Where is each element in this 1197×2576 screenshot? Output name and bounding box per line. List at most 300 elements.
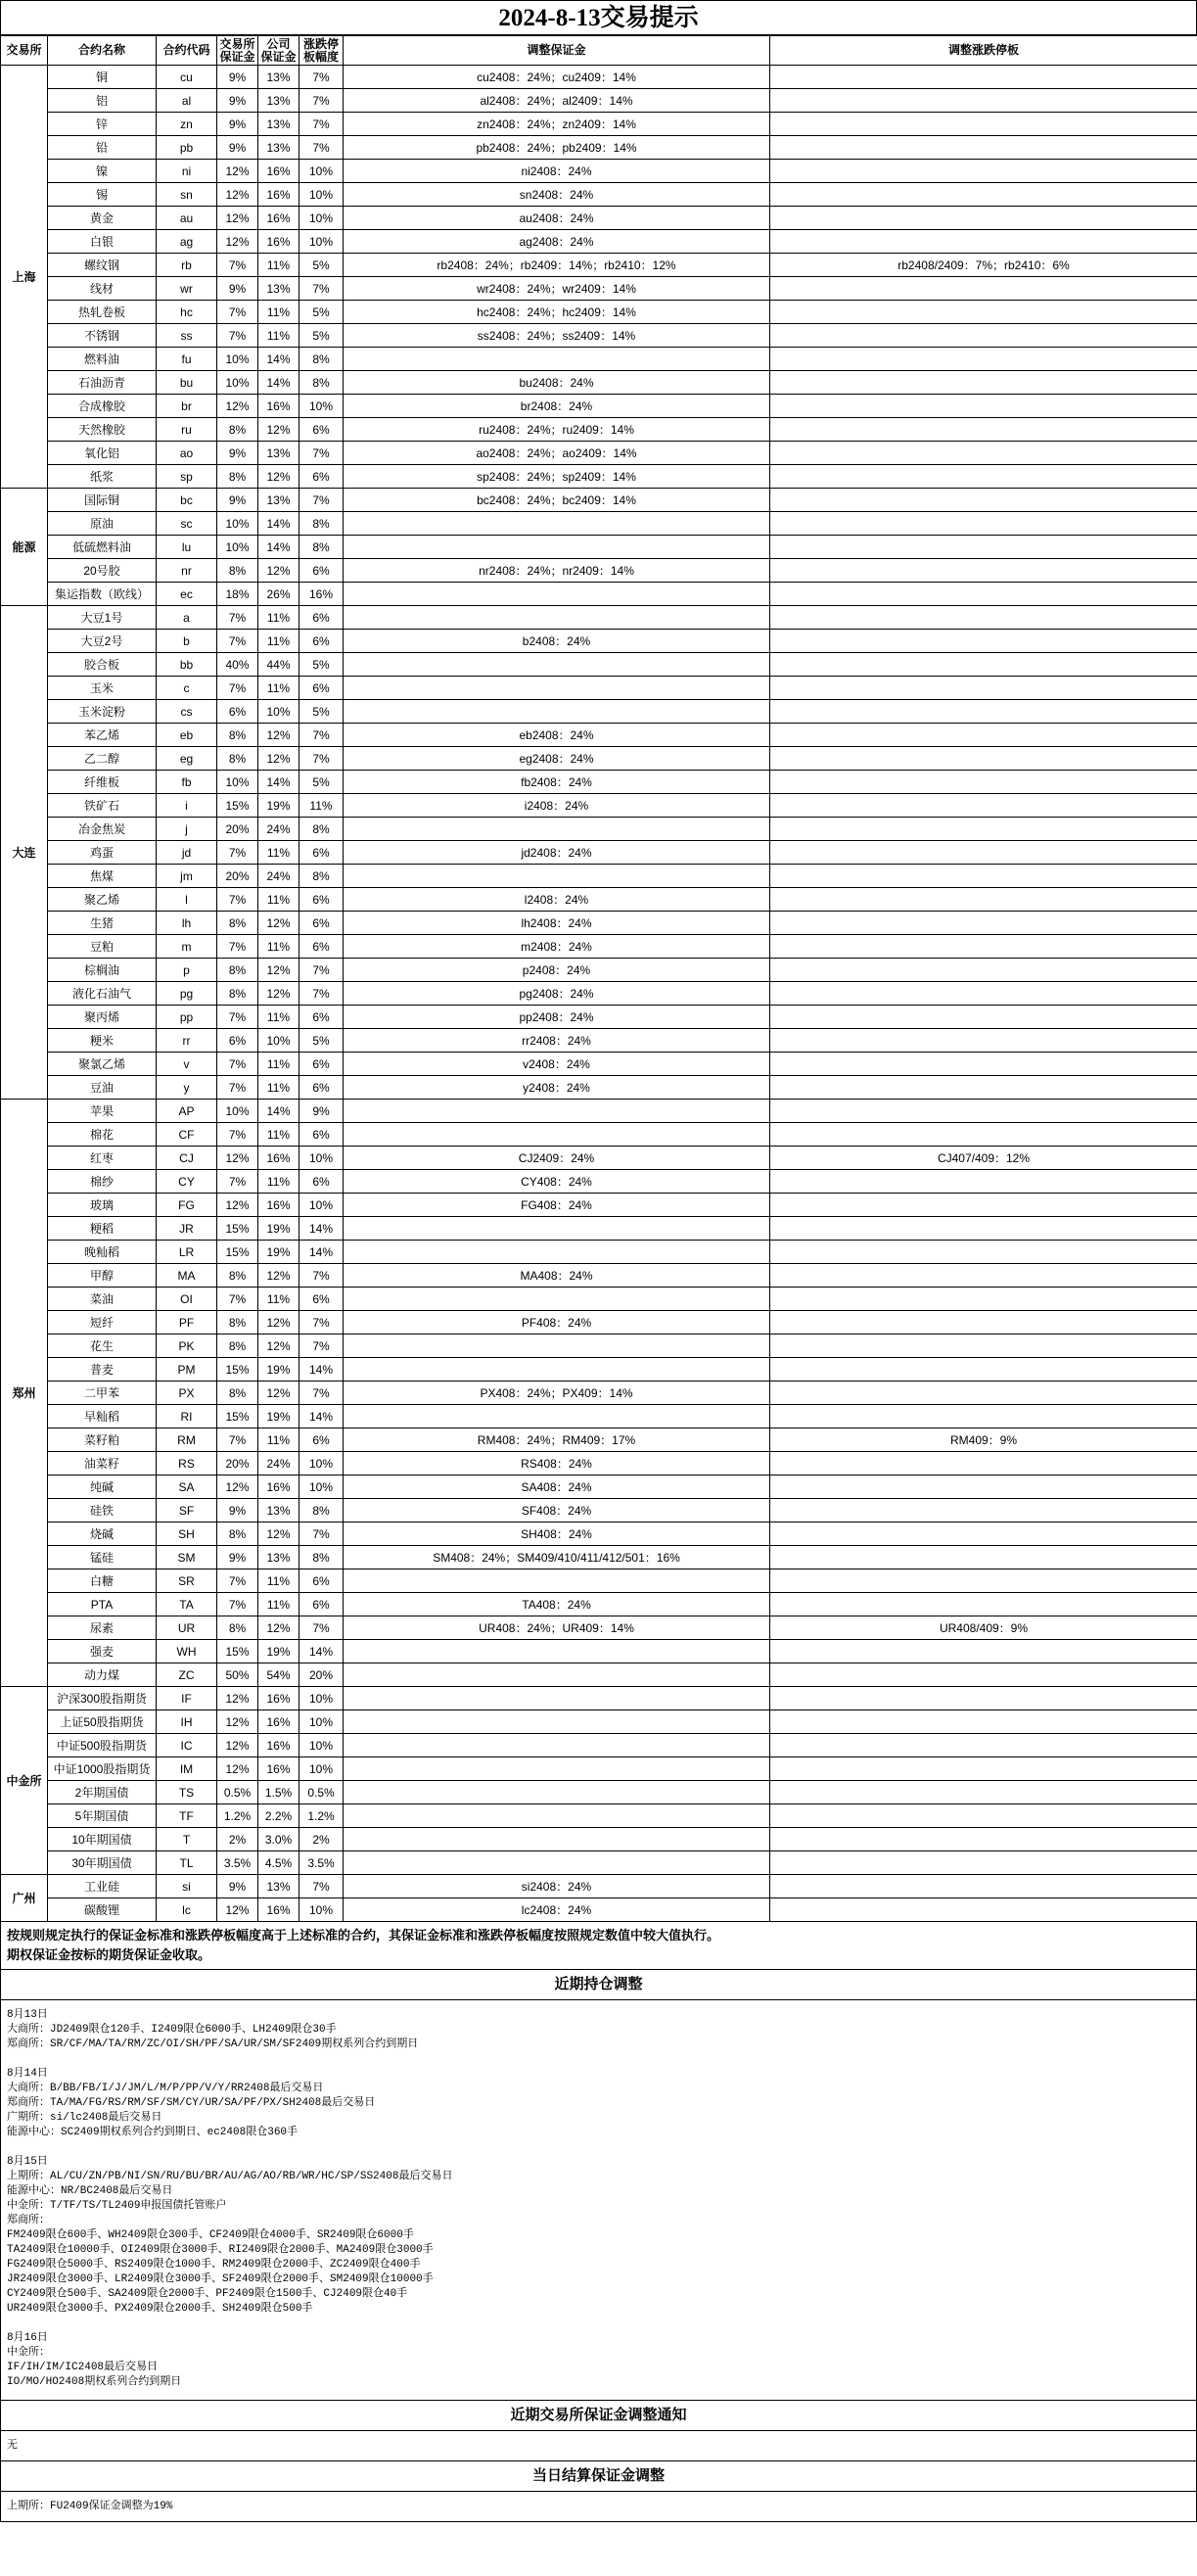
page-title: 2024-8-13交易提示 — [0, 0, 1197, 35]
exchange-margin-cell: 10% — [217, 348, 258, 371]
settlement-margin-text: 上期所：FU2409保证金调整为19% — [0, 2492, 1197, 2522]
price-limit-cell: 6% — [299, 1123, 344, 1147]
contract-code-cell: ru — [157, 418, 217, 442]
header-company-margin-text: 公司 保证金 — [260, 36, 297, 64]
contract-name-cell: 二甲苯 — [48, 1382, 157, 1405]
adjust-limit-cell — [770, 1405, 1197, 1429]
company-margin-cell: 19% — [258, 1405, 299, 1429]
table-row — [1, 677, 1197, 700]
company-margin-cell: 24% — [258, 865, 299, 888]
contract-code-cell: fb — [157, 771, 217, 794]
contract-name-cell: 硅铁 — [48, 1499, 157, 1522]
note-line: 中金所：T/TF/TS/TL2409申报国债托管账户 — [7, 2200, 227, 2212]
table-row — [1, 1006, 1197, 1029]
adjust-limit-cell — [770, 1217, 1197, 1241]
table-row — [1, 1170, 1197, 1194]
price-limit-cell: 6% — [299, 630, 344, 653]
table-row — [1, 1475, 1197, 1499]
adjust-limit-cell — [770, 583, 1197, 606]
contract-name-cell: 纸浆 — [48, 465, 157, 489]
table-row — [1, 818, 1197, 841]
adjust-margin-cell: fb2408：24% — [344, 771, 770, 794]
adjust-margin-cell — [344, 1640, 770, 1663]
table-row — [1, 559, 1197, 583]
exchange-margin-cell: 20% — [217, 818, 258, 841]
adjust-margin-cell: lh2408：24% — [344, 912, 770, 935]
adjust-limit-cell — [770, 442, 1197, 465]
exchange-margin-cell: 0.5% — [217, 1781, 258, 1804]
contract-name-cell: 晚籼稻 — [48, 1241, 157, 1264]
company-margin-cell: 13% — [258, 442, 299, 465]
company-margin-cell: 14% — [258, 1100, 299, 1123]
price-limit-cell: 7% — [299, 982, 344, 1006]
adjust-limit-cell — [770, 1663, 1197, 1687]
table-row — [1, 395, 1197, 418]
note-line: 能源中心：NR/BC2408最后交易日 — [7, 2185, 173, 2197]
contract-name-cell: 工业硅 — [48, 1875, 157, 1898]
contract-code-cell: LR — [157, 1241, 217, 1264]
note-line: IO/MO/HO2408期权系列合约到期日 — [7, 2376, 182, 2388]
company-margin-cell: 13% — [258, 136, 299, 160]
contract-code-cell: sp — [157, 465, 217, 489]
contract-name-cell: 白银 — [48, 230, 157, 254]
exchange-margin-cell: 7% — [217, 630, 258, 653]
contract-code-cell: sc — [157, 512, 217, 536]
contract-code-cell: PK — [157, 1335, 217, 1358]
table-row — [1, 1898, 1197, 1922]
adjust-margin-cell — [344, 653, 770, 677]
exchange-cell: 上海 — [1, 66, 48, 489]
table-row — [1, 418, 1197, 442]
contract-name-cell: 冶金焦炭 — [48, 818, 157, 841]
price-limit-cell: 7% — [299, 1616, 344, 1640]
price-limit-cell: 6% — [299, 1593, 344, 1616]
company-margin-cell: 54% — [258, 1663, 299, 1687]
adjust-limit-cell — [770, 1546, 1197, 1569]
adjust-margin-cell — [344, 1100, 770, 1123]
contract-code-cell: ec — [157, 583, 217, 606]
contract-code-cell: pb — [157, 136, 217, 160]
price-limit-cell: 6% — [299, 1053, 344, 1076]
company-margin-cell: 19% — [258, 794, 299, 818]
price-limit-cell: 8% — [299, 371, 344, 395]
exchange-margin-cell: 8% — [217, 418, 258, 442]
adjust-margin-cell: sp2408：24%；sp2409：14% — [344, 465, 770, 489]
table-row — [1, 1288, 1197, 1311]
adjust-limit-cell — [770, 465, 1197, 489]
adjust-limit-cell — [770, 1006, 1197, 1029]
adjust-limit-cell — [770, 1053, 1197, 1076]
contract-name-cell: 白糖 — [48, 1569, 157, 1593]
table-row — [1, 653, 1197, 677]
adjust-limit-cell — [770, 1335, 1197, 1358]
contract-name-cell: 大豆1号 — [48, 606, 157, 630]
adjust-margin-cell — [344, 1687, 770, 1710]
adjust-limit-cell — [770, 1288, 1197, 1311]
adjust-margin-cell: al2408：24%；al2409：14% — [344, 89, 770, 113]
price-limit-cell: 10% — [299, 230, 344, 254]
price-limit-cell: 10% — [299, 1710, 344, 1734]
price-limit-cell: 8% — [299, 1546, 344, 1569]
contract-name-cell: 烧碱 — [48, 1522, 157, 1546]
company-margin-cell: 14% — [258, 348, 299, 371]
adjust-margin-cell: PX408：24%；PX409：14% — [344, 1382, 770, 1405]
company-margin-cell: 12% — [258, 465, 299, 489]
adjust-margin-cell: l2408：24% — [344, 888, 770, 912]
table-row — [1, 1828, 1197, 1851]
exchange-margin-cell: 12% — [217, 1710, 258, 1734]
note-line: CY2409限仓500手、SA2409限仓2000手、PF2409限仓1500手、CJ2409限仓40手 — [7, 2288, 408, 2300]
contract-name-cell: 原油 — [48, 512, 157, 536]
adjust-margin-cell: sn2408：24% — [344, 183, 770, 207]
contract-code-cell: JR — [157, 1217, 217, 1241]
company-margin-cell: 14% — [258, 371, 299, 395]
company-margin-cell: 12% — [258, 912, 299, 935]
company-margin-cell: 16% — [258, 1898, 299, 1922]
contract-code-cell: lu — [157, 536, 217, 559]
price-limit-cell: 5% — [299, 771, 344, 794]
adjust-limit-cell — [770, 183, 1197, 207]
table-row — [1, 89, 1197, 113]
company-margin-cell: 11% — [258, 324, 299, 348]
exchange-margin-cell: 10% — [217, 771, 258, 794]
table-row — [1, 465, 1197, 489]
contract-code-cell: lh — [157, 912, 217, 935]
note-line: IF/IH/IM/IC2408最后交易日 — [7, 2362, 159, 2373]
adjust-limit-cell — [770, 1851, 1197, 1875]
price-limit-cell: 5% — [299, 1029, 344, 1053]
contract-name-cell: 锡 — [48, 183, 157, 207]
note-spacer — [7, 2140, 1190, 2155]
exchange-margin-cell: 10% — [217, 512, 258, 536]
adjust-limit-cell — [770, 559, 1197, 583]
table-row — [1, 183, 1197, 207]
adjust-margin-cell — [344, 606, 770, 630]
contract-name-cell: 铜 — [48, 66, 157, 89]
price-limit-cell: 6% — [299, 559, 344, 583]
table-row — [1, 1710, 1197, 1734]
table-row — [1, 1217, 1197, 1241]
contract-code-cell: PM — [157, 1358, 217, 1382]
adjust-margin-cell: p2408：24% — [344, 959, 770, 982]
price-limit-cell: 8% — [299, 348, 344, 371]
contract-name-cell: 甲醇 — [48, 1264, 157, 1288]
adjust-margin-cell — [344, 1757, 770, 1781]
exchange-cell: 中金所 — [1, 1687, 48, 1875]
adjust-limit-cell — [770, 1898, 1197, 1922]
company-margin-cell: 3.0% — [258, 1828, 299, 1851]
exchange-margin-cell: 10% — [217, 1100, 258, 1123]
table-row — [1, 935, 1197, 959]
table-row — [1, 1804, 1197, 1828]
margin-notice-text: 无 — [0, 2431, 1197, 2461]
price-limit-cell: 8% — [299, 865, 344, 888]
price-limit-cell: 11% — [299, 794, 344, 818]
contract-name-cell: 玉米淀粉 — [48, 700, 157, 724]
adjust-limit-cell — [770, 818, 1197, 841]
contract-name-cell: 菜籽粕 — [48, 1429, 157, 1452]
table-header-row — [1, 36, 1197, 66]
price-limit-cell: 10% — [299, 1475, 344, 1499]
table-row — [1, 1123, 1197, 1147]
exchange-margin-cell: 9% — [217, 1546, 258, 1569]
adjust-limit-cell — [770, 1264, 1197, 1288]
exchange-margin-cell: 7% — [217, 324, 258, 348]
adjust-margin-cell: TA408：24% — [344, 1593, 770, 1616]
note-line: FG2409限仓5000手、RS2409限仓1000手、RM2409限仓2000手、ZC2409限仓400手 — [7, 2259, 421, 2271]
price-limit-cell: 7% — [299, 1335, 344, 1358]
contract-code-cell: SR — [157, 1569, 217, 1593]
adjust-margin-cell — [344, 1781, 770, 1804]
note-line: 大商所：JD2409限仓120手、I2409限仓6000手、LH2409限仓30手 — [7, 2024, 337, 2036]
adjust-margin-cell: SA408：24% — [344, 1475, 770, 1499]
contract-name-cell: 焦煤 — [48, 865, 157, 888]
contract-code-cell: WH — [157, 1640, 217, 1663]
contract-code-cell: RS — [157, 1452, 217, 1475]
company-margin-cell: 11% — [258, 1076, 299, 1100]
contract-code-cell: CJ — [157, 1147, 217, 1170]
company-margin-cell: 19% — [258, 1640, 299, 1663]
table-row — [1, 1781, 1197, 1804]
price-limit-cell: 0.5% — [299, 1781, 344, 1804]
note-line: FM2409限仓600手、WH2409限仓300手、CF2409限仓4000手、SR2409限仓6000手 — [7, 2229, 414, 2241]
contract-code-cell: SH — [157, 1522, 217, 1546]
company-margin-cell: 11% — [258, 1288, 299, 1311]
company-margin-cell: 11% — [258, 301, 299, 324]
price-limit-cell: 7% — [299, 136, 344, 160]
adjust-limit-cell — [770, 418, 1197, 442]
table-row — [1, 959, 1197, 982]
adjust-margin-cell — [344, 1358, 770, 1382]
table-row — [1, 254, 1197, 277]
exchange-margin-cell: 7% — [217, 888, 258, 912]
adjust-margin-cell: bc2408：24%；bc2409：14% — [344, 489, 770, 512]
header-company-margin — [258, 36, 299, 66]
company-margin-cell: 11% — [258, 1123, 299, 1147]
table-row — [1, 207, 1197, 230]
contract-name-cell: 石油沥青 — [48, 371, 157, 395]
adjust-margin-cell — [344, 536, 770, 559]
adjust-limit-cell — [770, 959, 1197, 982]
exchange-margin-cell: 1.2% — [217, 1804, 258, 1828]
contract-name-cell: 黄金 — [48, 207, 157, 230]
adjust-margin-cell: CJ2409：24% — [344, 1147, 770, 1170]
price-limit-cell: 7% — [299, 1311, 344, 1335]
exchange-margin-cell: 7% — [217, 606, 258, 630]
price-limit-cell: 8% — [299, 1499, 344, 1522]
contract-name-cell: 中证500股指期货 — [48, 1734, 157, 1757]
contract-code-cell: TS — [157, 1781, 217, 1804]
company-margin-cell: 14% — [258, 536, 299, 559]
price-limit-cell: 6% — [299, 1006, 344, 1029]
note-line: 郑商所：SR/CF/MA/TA/RM/ZC/OI/SH/PF/SA/UR/SM/SF2409期权系列合约到期日 — [7, 2038, 419, 2050]
price-limit-cell: 8% — [299, 818, 344, 841]
adjust-margin-cell: i2408：24% — [344, 794, 770, 818]
adjust-limit-cell — [770, 1100, 1197, 1123]
contract-name-cell: 国际铜 — [48, 489, 157, 512]
contract-name-cell: 纤维板 — [48, 771, 157, 794]
contract-name-cell: 中证1000股指期货 — [48, 1757, 157, 1781]
company-margin-cell: 13% — [258, 277, 299, 301]
exchange-margin-cell: 15% — [217, 794, 258, 818]
company-margin-cell: 11% — [258, 888, 299, 912]
contract-code-cell: ag — [157, 230, 217, 254]
price-limit-cell: 7% — [299, 747, 344, 771]
price-limit-cell: 6% — [299, 888, 344, 912]
table-row — [1, 1429, 1197, 1452]
exchange-margin-cell: 7% — [217, 1170, 258, 1194]
table-row — [1, 1241, 1197, 1264]
exchange-margin-cell: 7% — [217, 1123, 258, 1147]
table-row — [1, 1875, 1197, 1898]
adjust-limit-cell — [770, 1804, 1197, 1828]
company-margin-cell: 16% — [258, 207, 299, 230]
contract-code-cell: c — [157, 677, 217, 700]
exchange-margin-cell: 8% — [217, 982, 258, 1006]
table-row — [1, 1499, 1197, 1522]
adjust-limit-cell — [770, 606, 1197, 630]
contract-name-cell: 天然橡胶 — [48, 418, 157, 442]
exchange-margin-cell: 2% — [217, 1828, 258, 1851]
adjust-margin-cell: eb2408：24% — [344, 724, 770, 747]
note-line: 郑商所：TA/MA/FG/RS/RM/SF/SM/CY/UR/SA/PF/PX/SH2408最后交易日 — [7, 2097, 376, 2109]
adjust-margin-cell: MA408：24% — [344, 1264, 770, 1288]
rule-line-2: 期权保证金按标的期货保证金收取。 — [7, 1947, 211, 1962]
contract-name-cell: 棉纱 — [48, 1170, 157, 1194]
company-margin-cell: 16% — [258, 1734, 299, 1757]
company-margin-cell: 11% — [258, 1593, 299, 1616]
table-row — [1, 1076, 1197, 1100]
contract-code-cell: ni — [157, 160, 217, 183]
table-row — [1, 1757, 1197, 1781]
contract-name-cell: 豆油 — [48, 1076, 157, 1100]
contract-code-cell: CY — [157, 1170, 217, 1194]
adjust-limit-cell — [770, 89, 1197, 113]
price-limit-cell: 7% — [299, 66, 344, 89]
note-line: 能源中心：SC2409期权系列合约到期日、ec2408限仓360手 — [7, 2127, 299, 2138]
exchange-margin-cell: 8% — [217, 1382, 258, 1405]
table-row — [1, 136, 1197, 160]
price-limit-cell: 7% — [299, 489, 344, 512]
exchange-margin-cell: 8% — [217, 747, 258, 771]
company-margin-cell: 12% — [258, 959, 299, 982]
contract-code-cell: SM — [157, 1546, 217, 1569]
adjust-limit-cell — [770, 395, 1197, 418]
exchange-margin-cell: 15% — [217, 1217, 258, 1241]
contract-name-cell: 低硫燃料油 — [48, 536, 157, 559]
adjust-margin-cell: bu2408：24% — [344, 371, 770, 395]
contract-code-cell: ao — [157, 442, 217, 465]
header-exchange-margin-text: 交易所 保证金 — [219, 36, 255, 64]
company-margin-cell: 13% — [258, 1499, 299, 1522]
company-margin-cell: 13% — [258, 1546, 299, 1569]
exchange-margin-cell: 12% — [217, 1757, 258, 1781]
company-margin-cell: 16% — [258, 183, 299, 207]
exchange-margin-cell: 15% — [217, 1241, 258, 1264]
price-limit-cell: 14% — [299, 1358, 344, 1382]
contract-code-cell: m — [157, 935, 217, 959]
header-contract-code: 合约代码 — [157, 36, 217, 66]
exchange-margin-cell: 12% — [217, 1147, 258, 1170]
contract-code-cell: IH — [157, 1710, 217, 1734]
contract-code-cell: TA — [157, 1593, 217, 1616]
note-line: 8月14日 — [7, 2068, 48, 2080]
company-margin-cell: 12% — [258, 1382, 299, 1405]
exchange-margin-cell: 7% — [217, 301, 258, 324]
contract-code-cell: i — [157, 794, 217, 818]
contract-code-cell: cu — [157, 66, 217, 89]
adjust-margin-cell: hc2408：24%；hc2409：14% — [344, 301, 770, 324]
price-limit-cell: 10% — [299, 160, 344, 183]
company-margin-cell: 16% — [258, 1687, 299, 1710]
contract-name-cell: 线材 — [48, 277, 157, 301]
note-line: 大商所：B/BB/FB/I/J/JM/L/M/P/PP/V/Y/RR2408最后交易日 — [7, 2083, 324, 2094]
contract-code-cell: MA — [157, 1264, 217, 1288]
contract-code-cell: a — [157, 606, 217, 630]
contract-name-cell: 花生 — [48, 1335, 157, 1358]
contract-name-cell: 锌 — [48, 113, 157, 136]
adjust-margin-cell: au2408：24% — [344, 207, 770, 230]
price-limit-cell: 2% — [299, 1828, 344, 1851]
table-row — [1, 1452, 1197, 1475]
table-row — [1, 1851, 1197, 1875]
company-margin-cell: 12% — [258, 1264, 299, 1288]
table-row — [1, 348, 1197, 371]
adjust-limit-cell: UR408/409：9% — [770, 1616, 1197, 1640]
company-margin-cell: 12% — [258, 418, 299, 442]
adjust-margin-cell — [344, 348, 770, 371]
contract-code-cell: CF — [157, 1123, 217, 1147]
table-row — [1, 230, 1197, 254]
price-limit-cell: 9% — [299, 1100, 344, 1123]
adjust-limit-cell — [770, 1710, 1197, 1734]
header-price-limit — [299, 36, 344, 66]
company-margin-cell: 12% — [258, 724, 299, 747]
contract-name-cell: 胶合板 — [48, 653, 157, 677]
table-row — [1, 324, 1197, 348]
contract-name-cell: 热轧卷板 — [48, 301, 157, 324]
adjust-limit-cell — [770, 747, 1197, 771]
contract-name-cell: 大豆2号 — [48, 630, 157, 653]
header-exchange: 交易所 — [1, 36, 48, 66]
adjust-limit-cell — [770, 1029, 1197, 1053]
exchange-margin-cell: 12% — [217, 1194, 258, 1217]
exchange-margin-cell: 9% — [217, 1875, 258, 1898]
price-limit-cell: 6% — [299, 1076, 344, 1100]
contract-code-cell: bc — [157, 489, 217, 512]
company-margin-cell: 44% — [258, 653, 299, 677]
contract-code-cell: wr — [157, 277, 217, 301]
price-limit-cell: 10% — [299, 1147, 344, 1170]
exchange-margin-cell: 8% — [217, 912, 258, 935]
rule-note — [0, 1922, 1197, 1970]
price-limit-cell: 6% — [299, 935, 344, 959]
table-row — [1, 794, 1197, 818]
contract-name-cell: 鸡蛋 — [48, 841, 157, 865]
exchange-margin-cell: 3.5% — [217, 1851, 258, 1875]
price-limit-cell: 8% — [299, 536, 344, 559]
exchange-margin-cell: 7% — [217, 1593, 258, 1616]
adjust-margin-cell — [344, 1123, 770, 1147]
exchange-margin-cell: 8% — [217, 1522, 258, 1546]
contract-code-cell: rb — [157, 254, 217, 277]
contract-name-cell: 锰硅 — [48, 1546, 157, 1569]
adjust-margin-cell — [344, 1734, 770, 1757]
adjust-margin-cell: FG408：24% — [344, 1194, 770, 1217]
adjust-limit-cell: CJ407/409：12% — [770, 1147, 1197, 1170]
adjust-margin-cell — [344, 1217, 770, 1241]
adjust-limit-cell — [770, 677, 1197, 700]
